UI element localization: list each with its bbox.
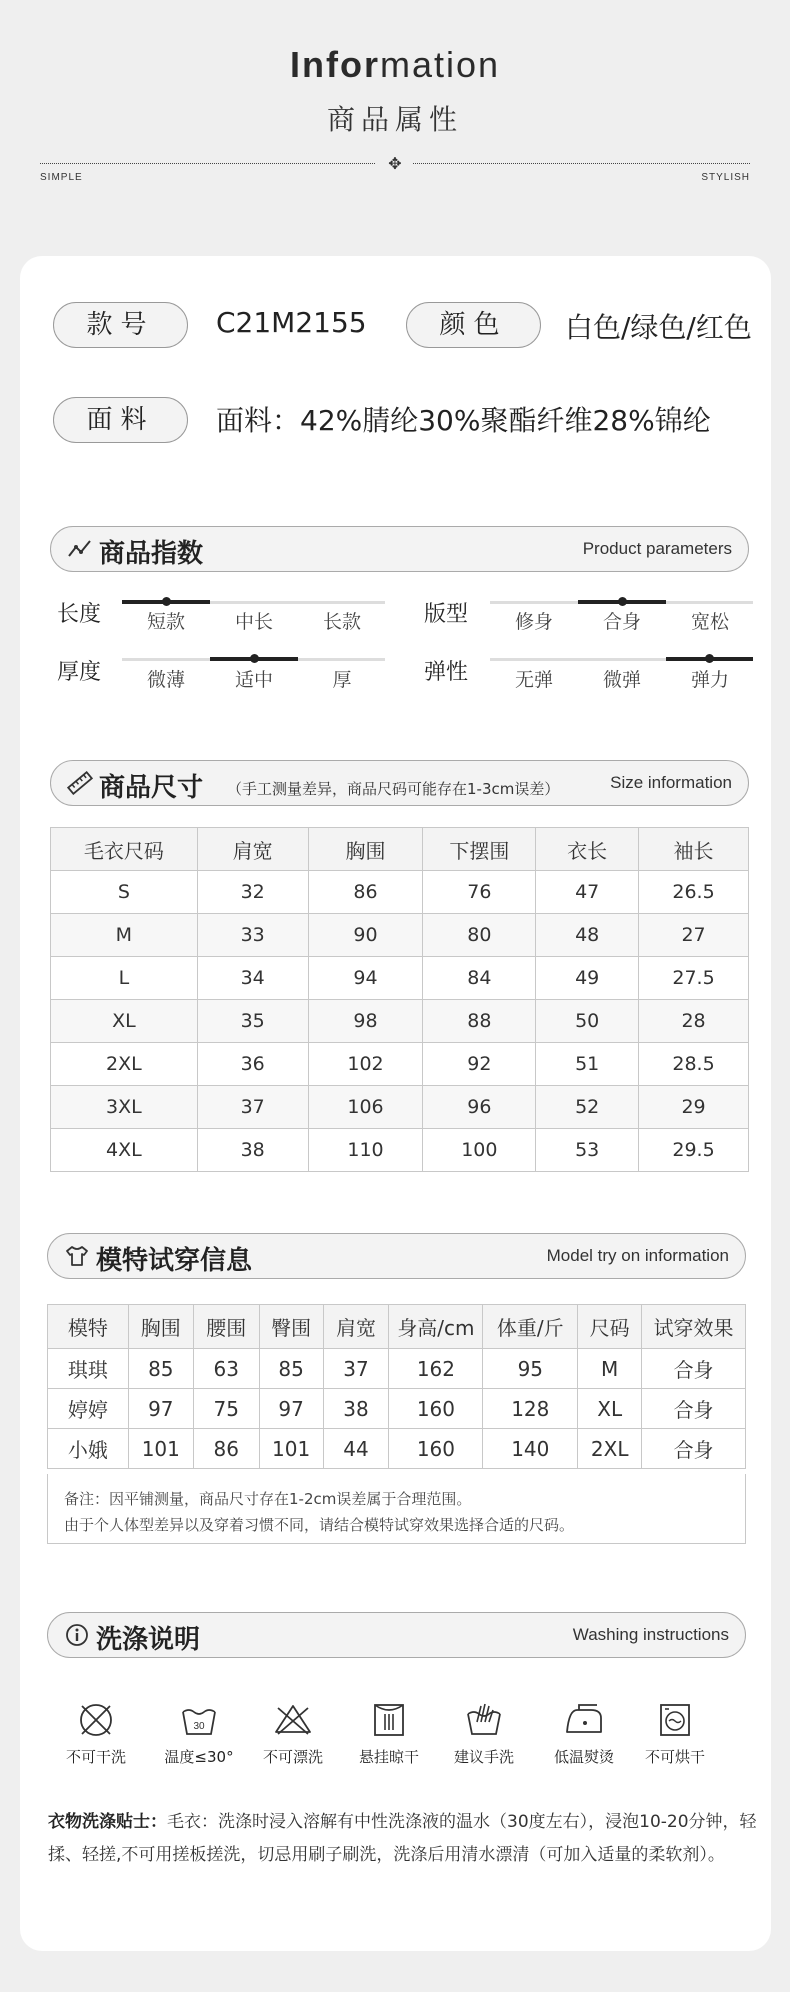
size-cell: 49 [536,957,639,1000]
model-cell: 婷婷 [48,1389,129,1429]
color-value: 白色/绿色/红色 [565,311,752,344]
trend-icon [67,537,93,561]
size-cell: 32 [197,871,308,914]
params-section-header [50,526,749,572]
washing-section-header [47,1612,746,1658]
model-cell: 2XL [578,1429,642,1469]
fabric-value: 面料：42%腈纶30%聚酯纤维28%锦纶 [216,404,711,437]
size-cell: 76 [423,871,536,914]
simple-tag: SIMPLE [40,172,83,183]
wash-30-icon [178,1700,220,1740]
no-tumble-dry-icon [654,1700,696,1740]
size-header-cell: 肩宽 [197,828,308,871]
cross-icon: ✥ [388,154,402,173]
length-label: 长度 [57,602,102,627]
size-cell: 94 [308,957,423,1000]
wash-item-no-dry-clean [46,1700,146,1767]
divider-right [413,163,750,164]
washing-tip [48,1806,764,1872]
wash-item-hand-wash [434,1700,534,1767]
info-icon [64,1623,90,1647]
size-cell: 80 [423,914,536,957]
size-cell: 51 [536,1043,639,1086]
model-cell: 95 [483,1349,578,1389]
style-label: 款号 [53,302,188,348]
model-header-cell: 体重/斤 [483,1305,578,1349]
fit-option-regular: 合身 [602,611,641,633]
wash-item-no-bleach [243,1700,343,1767]
size-row [51,914,749,957]
size-row [51,1086,749,1129]
wash-label: 建议手洗 [453,1748,514,1766]
size-title-en: Size information [610,773,732,792]
length-option-mid: 中长 [234,611,273,633]
washing-tip-text: 毛衣：洗涤时浸入溶解有中性洗涤液的温水（30度左右），浸泡10-20分钟，轻揉、轻搓,不可用搓板搓洗，切忌用刷子刷洗，洗涤后用清水漂清（可加入适量的柔软剂）。 [48,1812,757,1865]
model-row [48,1429,746,1469]
fit-marker [618,597,627,606]
size-cell: 110 [308,1129,423,1172]
wash-label: 不可烘干 [644,1748,705,1766]
size-cell: 27.5 [639,957,749,1000]
size-cell: 102 [308,1043,423,1086]
model-cell: 160 [389,1389,483,1429]
size-header-cell: 胸围 [308,828,423,871]
length-option-short: 短款 [146,611,185,633]
model-header-cell: 胸围 [128,1305,193,1349]
model-cell: 44 [323,1429,389,1469]
model-header-cell: 模特 [48,1305,129,1349]
model-header-cell: 肩宽 [323,1305,389,1349]
size-cell: 4XL [51,1129,198,1172]
model-note-line-2: 由于个人体型差异以及穿着习惯不同，请结合模特试穿效果选择合适的尺码。 [64,1516,575,1534]
size-cell: 98 [308,1000,423,1043]
size-cell: S [51,871,198,914]
size-section-header [50,760,749,806]
size-cell: 90 [308,914,423,957]
size-cell: 38 [197,1129,308,1172]
elasticity-label: 弹性 [424,660,469,685]
size-title: 商品尺寸 [99,773,204,803]
color-label: 颜色 [406,302,541,348]
model-row [48,1349,746,1389]
size-cell: 53 [536,1129,639,1172]
thickness-track [122,658,385,661]
size-row [51,1129,749,1172]
model-cell: 合身 [642,1349,746,1389]
header-title: Information [289,44,501,85]
fit-option-loose: 宽松 [690,611,729,633]
model-header-cell: 臀围 [259,1305,323,1349]
model-header-cell: 腰围 [193,1305,259,1349]
model-cell: 合身 [642,1389,746,1429]
shirt-icon [64,1244,90,1268]
thickness-option-medium: 适中 [234,669,273,691]
model-title-en: Model try on information [546,1246,729,1265]
elasticity-track [490,658,753,661]
model-row [48,1389,746,1429]
size-header-cell: 衣长 [536,828,639,871]
model-header-cell: 试穿效果 [642,1305,746,1349]
wash-item-temperature [149,1700,249,1767]
thickness-label: 厚度 [57,660,102,685]
params-title: 商品指数 [99,539,204,569]
divider-left [40,163,375,164]
thickness-marker [250,654,259,663]
thickness-option-thin: 微薄 [146,669,185,691]
size-cell: 92 [423,1043,536,1086]
size-cell: 47 [536,871,639,914]
size-cell: 29 [639,1086,749,1129]
model-table-header-row [48,1305,746,1349]
model-cell: M [578,1349,642,1389]
elasticity-option-stretch: 弹力 [690,669,729,691]
model-section-header [47,1233,746,1279]
washing-title: 洗涤说明 [96,1625,201,1655]
wash-item-hang-dry [339,1700,439,1767]
size-row [51,1043,749,1086]
size-cell: 52 [536,1086,639,1129]
size-cell: 48 [536,914,639,957]
model-cell: 37 [323,1349,389,1389]
model-title: 模特试穿信息 [96,1246,253,1276]
size-cell: 27 [639,914,749,957]
size-cell: 88 [423,1000,536,1043]
size-cell: 96 [423,1086,536,1129]
no-bleach-icon [272,1700,314,1740]
size-cell: 3XL [51,1086,198,1129]
model-cell: 86 [193,1429,259,1469]
ruler-icon [67,771,93,795]
fabric-label: 面料 [53,397,188,443]
size-cell: 106 [308,1086,423,1129]
size-table [50,827,749,1172]
size-table-header-row [51,828,749,871]
model-cell: 琪琪 [48,1349,129,1389]
wash-item-no-tumble-dry [625,1700,725,1767]
size-cell: 28.5 [639,1043,749,1086]
size-row [51,1000,749,1043]
size-cell: 37 [197,1086,308,1129]
size-cell: M [51,914,198,957]
model-cell: XL [578,1389,642,1429]
stylish-tag: STYLISH [701,172,750,183]
model-cell: 合身 [642,1429,746,1469]
hand-wash-icon [463,1700,505,1740]
model-header-cell: 尺码 [578,1305,642,1349]
model-note-line-1: 备注：因平铺测量，商品尺寸存在1-2cm误差属于合理范围。 [64,1490,472,1508]
length-option-long: 长款 [322,611,361,633]
model-cell: 160 [389,1429,483,1469]
model-cell: 128 [483,1389,578,1429]
size-header-cell: 袖长 [639,828,749,871]
model-cell: 85 [259,1349,323,1389]
size-cell: 50 [536,1000,639,1043]
model-cell: 63 [193,1349,259,1389]
elasticity-marker [705,654,714,663]
size-note: （手工测量差异，商品尺码可能存在1-3cm误差） [227,780,560,798]
size-cell: 34 [197,957,308,1000]
size-row [51,957,749,1000]
elasticity-option-slight: 微弹 [602,669,641,691]
size-header-cell: 下摆围 [423,828,536,871]
fit-label: 版型 [424,602,469,627]
size-cell: XL [51,1000,198,1043]
model-cell: 38 [323,1389,389,1429]
no-dry-clean-icon [75,1700,117,1740]
thickness-option-thick: 厚 [332,669,352,691]
wash-label: 悬挂晾干 [358,1748,419,1766]
fit-option-slim: 修身 [514,611,553,633]
model-cell: 小娥 [48,1429,129,1469]
size-cell: 100 [423,1129,536,1172]
model-cell: 75 [193,1389,259,1429]
model-note [47,1474,746,1544]
size-cell: 36 [197,1043,308,1086]
model-cell: 97 [259,1389,323,1429]
length-track [122,601,385,604]
model-cell: 162 [389,1349,483,1389]
wash-label: 不可干洗 [65,1748,126,1766]
model-cell: 101 [128,1429,193,1469]
washing-title-en: Washing instructions [572,1625,729,1644]
header-subtitle: 商品属性 [326,103,463,136]
size-header-cell: 毛衣尺码 [51,828,198,871]
size-cell: 29.5 [639,1129,749,1172]
model-header-cell: 身高/cm [389,1305,483,1349]
wash-item-low-iron [534,1700,634,1767]
elasticity-option-none: 无弹 [514,669,553,691]
params-title-en: Product parameters [582,539,732,558]
size-cell: 33 [197,914,308,957]
size-cell: 26.5 [639,871,749,914]
hang-dry-icon [368,1700,410,1740]
size-row [51,871,749,914]
model-table [47,1304,746,1469]
model-cell: 85 [128,1349,193,1389]
size-cell: 86 [308,871,423,914]
size-cell: 2XL [51,1043,198,1086]
style-value: C21M2155 [216,306,367,339]
size-cell: 28 [639,1000,749,1043]
washing-tip-label: 衣物洗涤贴士： [48,1812,167,1832]
wash-label: 不可漂洗 [262,1748,323,1766]
svg-text:30: 30 [193,1721,205,1732]
model-cell: 97 [128,1389,193,1429]
length-marker [162,597,171,606]
size-cell: 84 [423,957,536,1000]
wash-label: 低温熨烫 [553,1748,614,1766]
size-cell: 35 [197,1000,308,1043]
low-iron-icon [563,1700,605,1740]
size-cell: L [51,957,198,1000]
wash-label: 温度≤30° [164,1748,234,1766]
model-cell: 101 [259,1429,323,1469]
model-cell: 140 [483,1429,578,1469]
fit-track [490,601,753,604]
